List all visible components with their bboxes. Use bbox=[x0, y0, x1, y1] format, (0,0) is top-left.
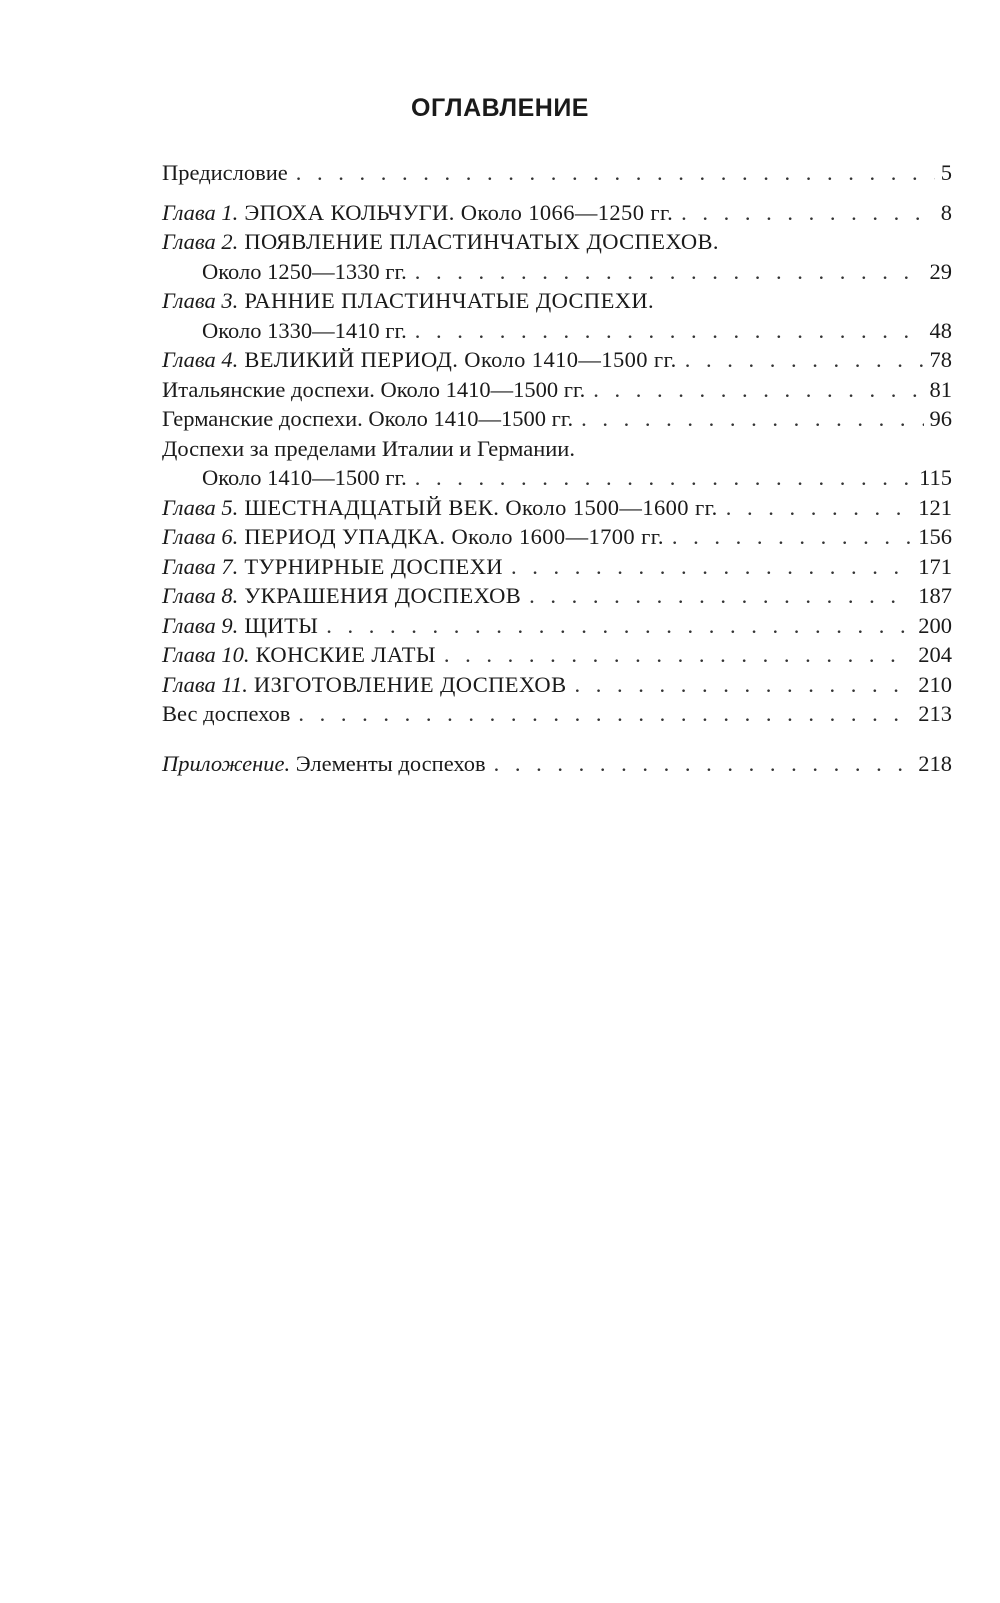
toc-chapter-prefix: Глава 10. bbox=[162, 642, 250, 667]
toc-chapter-prefix: Глава 2. bbox=[162, 229, 239, 254]
dot-leader bbox=[494, 749, 913, 779]
toc-entry-label: Итальянские доспехи. Около 1410—1500 гг. bbox=[162, 376, 586, 402]
dot-leader bbox=[593, 375, 923, 405]
toc-page-number: 121 bbox=[918, 494, 952, 520]
toc-entry-chapter-2[interactable] bbox=[162, 227, 952, 257]
dot-leader bbox=[672, 522, 912, 552]
toc-chapter-prefix: Глава 5. bbox=[162, 494, 239, 520]
toc-entry-chapter-6[interactable] bbox=[162, 522, 952, 552]
toc-entry-chapter-11[interactable] bbox=[162, 670, 952, 700]
toc-page-number: 96 bbox=[929, 406, 952, 431]
toc-entry-chapter-4[interactable] bbox=[162, 345, 952, 375]
toc-entry-label: Около 1330—1410 гг. bbox=[202, 317, 407, 343]
toc-entry-appendix[interactable] bbox=[162, 749, 952, 779]
toc-entry-label: ЩИТЫ bbox=[238, 612, 319, 638]
toc-entry-other-armour[interactable] bbox=[162, 434, 952, 464]
toc-page-number: 5 bbox=[940, 160, 952, 185]
toc-entry-chapter-7[interactable] bbox=[162, 552, 952, 582]
toc-entry-chapter-5[interactable] bbox=[162, 493, 952, 523]
dot-leader bbox=[529, 581, 912, 611]
toc-page-number: 78 bbox=[929, 347, 952, 372]
toc-page-number: 187 bbox=[918, 583, 952, 608]
toc-entry-chapter-9[interactable] bbox=[162, 611, 952, 641]
toc-page-number: 218 bbox=[918, 750, 952, 776]
toc-entry-other-armour-cont[interactable] bbox=[162, 463, 952, 493]
dot-leader bbox=[444, 640, 912, 670]
dot-leader bbox=[415, 463, 913, 493]
toc-chapter-prefix: Глава 1. bbox=[162, 199, 239, 225]
dot-leader bbox=[685, 345, 924, 375]
toc-chapter-prefix: Глава 8. bbox=[162, 583, 239, 608]
toc-entry-label: УКРАШЕНИЯ ДОСПЕХОВ bbox=[238, 583, 522, 608]
toc-chapter-prefix: Глава 3. bbox=[162, 288, 239, 313]
toc-entry-chapter-3-cont[interactable] bbox=[162, 316, 952, 346]
toc-entry-label: Предисловие bbox=[162, 160, 288, 185]
toc-entry-chapter-2-cont[interactable] bbox=[162, 257, 952, 287]
dot-leader bbox=[415, 316, 924, 346]
toc-page-number: 210 bbox=[918, 671, 952, 697]
toc-entry-label: РАННИЕ ПЛАСТИНЧАТЫЕ ДОСПЕХИ. bbox=[238, 288, 655, 313]
toc-entry-label: ИЗГОТОВЛЕНИЕ ДОСПЕХОВ bbox=[247, 671, 567, 697]
toc-entry-armour-weight[interactable] bbox=[162, 699, 952, 729]
dot-leader bbox=[296, 158, 935, 188]
toc-chapter-prefix: Глава 6. bbox=[162, 524, 239, 549]
toc-entry-label: ТУРНИРНЫЕ ДОСПЕХИ bbox=[238, 553, 503, 579]
toc-entry-label: Доспехи за пределами Италии и Германии. bbox=[162, 435, 575, 461]
toc-entry-label: ПОЯВЛЕНИЕ ПЛАСТИНЧАТЫХ ДОСПЕХОВ. bbox=[238, 229, 719, 254]
dot-leader bbox=[415, 257, 924, 287]
dot-leader bbox=[298, 699, 912, 729]
page-title: ОГЛАВЛЕНИЕ bbox=[411, 94, 589, 122]
dot-leader bbox=[326, 611, 912, 641]
toc-entry-label: ЭПОХА КОЛЬЧУГИ. Около 1066—1250 гг. bbox=[238, 199, 674, 225]
toc-page-number: 200 bbox=[918, 612, 952, 638]
toc-chapter-prefix: Приложение. bbox=[162, 750, 291, 776]
toc-page-number: 156 bbox=[918, 524, 952, 549]
toc-chapter-prefix: Глава 11. bbox=[162, 671, 248, 697]
toc-entry-label: Около 1250—1330 гг. bbox=[202, 258, 407, 284]
toc-page-number: 204 bbox=[918, 642, 952, 667]
toc-entry-label: Германские доспехи. Около 1410—1500 гг. bbox=[162, 406, 574, 431]
toc-entry-label: ШЕСТНАДЦАТЫЙ ВЕК. Около 1500—1600 гг. bbox=[238, 494, 718, 520]
toc-page-number: 81 bbox=[929, 376, 952, 402]
toc-entry-label: ВЕЛИКИЙ ПЕРИОД. Около 1410—1500 гг. bbox=[238, 347, 677, 372]
toc-entry-label: Вес доспехов bbox=[162, 701, 291, 726]
toc-chapter-prefix: Глава 7. bbox=[162, 553, 239, 579]
dot-leader bbox=[581, 404, 923, 434]
toc-page-number: 171 bbox=[918, 553, 952, 579]
toc-chapter-prefix: Глава 9. bbox=[162, 612, 239, 638]
toc-page-number: 8 bbox=[940, 199, 952, 225]
dot-leader bbox=[574, 670, 912, 700]
toc-entry-preface[interactable] bbox=[162, 158, 952, 188]
toc-chapter-prefix: Глава 4. bbox=[162, 347, 239, 372]
toc-page-number: 29 bbox=[929, 258, 952, 284]
toc-entry-chapter-10[interactable] bbox=[162, 640, 952, 670]
dot-leader bbox=[681, 198, 935, 228]
toc-entry-label: ПЕРИОД УПАДКА. Около 1600—1700 гг. bbox=[238, 524, 664, 549]
toc-page-number: 48 bbox=[929, 317, 952, 343]
dot-leader bbox=[726, 493, 913, 523]
toc-entry-label: Около 1410—1500 гг. bbox=[202, 465, 407, 490]
toc-entry-label: КОНСКИЕ ЛАТЫ bbox=[249, 642, 436, 667]
toc-entry-chapter-3[interactable] bbox=[162, 286, 952, 316]
toc-entry-german-armour[interactable] bbox=[162, 404, 952, 434]
table-of-contents bbox=[162, 158, 952, 778]
toc-entry-chapter-1[interactable] bbox=[162, 198, 952, 228]
toc-entry-chapter-8[interactable] bbox=[162, 581, 952, 611]
dot-leader bbox=[511, 552, 912, 582]
toc-page-number: 213 bbox=[918, 701, 952, 726]
toc-page-number: 115 bbox=[919, 465, 952, 490]
toc-entry-italian-armour[interactable] bbox=[162, 375, 952, 405]
toc-entry-label: Элементы доспехов bbox=[290, 750, 486, 776]
